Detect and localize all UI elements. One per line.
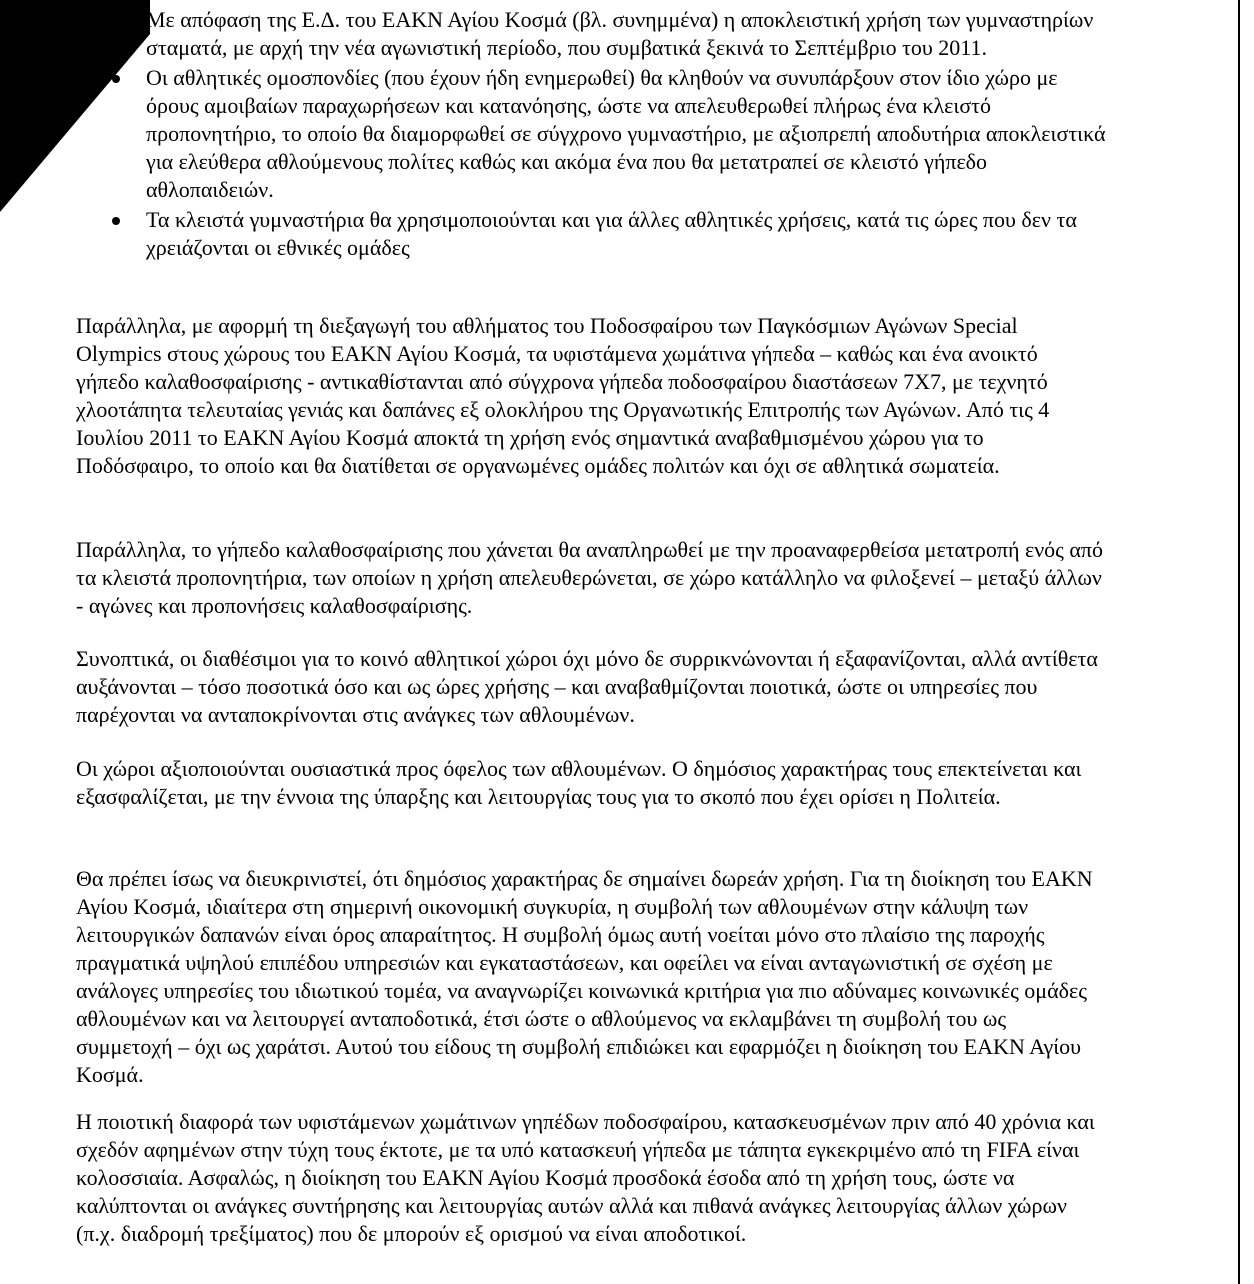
paragraph-summary: Συνοπτικά, οι διαθέσιμοι για το κοινό αθλητικοί χώροι όχι μόνο δε συρρικνώνονται ή εξαφανίζονται, αλλά αντίθετα αυξάνονται – τόσο ποσοτικά όσο και ως ώρες χρήσης – και αναβαθμίζονται ποιοτικά, ώστε οι υπηρεσίες που παρέχονται να ανταποκρίνονται στις ανάγκες των αθλουμένων. [76,646,1098,727]
list-item-text: Με απόφαση της Ε.Δ. του ΕΑΚΝ Αγίου Κοσμά (βλ. συνημμένα) η αποκλειστική χρήση των γυμναστηρίων σταματά, με αρχή την νέα αγωνιστική περίοδο, που συμβατικά ξεκινά το Σεπτέμβριο του 2011. [146,7,1094,60]
paragraph-fees: Θα πρέπει ίσως να διευκρινιστεί, ότι δημόσιος χαρακτήρας δε σημαίνει δωρεάν χρήση. Για τη διοίκηση του ΕΑΚΝ Αγίου Κοσμά, ιδιαίτερα στη σημερινή οικονομική συγκυρία, η συμβολή των αθλουμένων στην κάλυψη των λειτουργικών δαπανών είναι όρος απαραίτητος. Η συμβολή όμως αυτή νοείται μόνο στο πλαίσιο της παροχής πραγματικά υψηλού επιπέδου υπηρεσιών και εγκαταστάσεων, και οφείλει να είναι ανταγωνιστική σε σχέση με ανάλογες υπηρεσίες του ιδιωτικού τομέα, να αναγνωρίζει κοινωνικά κριτήρια για πιο αδύναμες κοινωνικές ομάδες αθλουμένων και να λειτουργεί ανταποδοτικά, έτσι ώστε ο αθλούμενος να εκλαμβάνει τη συμβολή του ως συμμετοχή – όχι ως χαράτσι. Αυτού του είδους τη συμβολή επιδιώκει και εφαρμόζει η διοίκηση του ΕΑΚΝ Αγίου Κοσμά. [76,866,1093,1087]
list-item [108,6,1108,62]
paragraph-public-character: Οι χώροι αξιοποιούνται ουσιαστικά προς όφελος των αθλουμένων. Ο δημόσιος χαρακτήρας τους επεκτείνεται και εξασφαλίζεται, με την έννοια της ύπαρξης και λειτουργίας τους για το σκοπό που έχει ορίσει η Πολιτεία. [76,756,1082,809]
list-item [108,206,1108,262]
bullet-icon [112,217,120,225]
paragraph-quality-difference: Η ποιοτική διαφορά των υφιστάμενων χωμάτινων γηπέδων ποδοσφαίρου, κατασκευσμένων πριν από 40 χρόνια και σχεδόν αφημένων στην τύχη τους έκτοτε, με τα υπό κατασκευή γήπεδα με τάπητα εγκεκριμένο από τη FIFA είναι κολοσσιαία. Ασφαλώς, η διοίκηση του ΕΑΚΝ Αγίου Κοσμά προσδοκά έσοδα από τη χρήση τους, ώστε να καλύπτονται οι ανάγκες συντήρησης και λειτουργίας αυτών αλλά και πιθανά ανάγκες λειτουργίας άλλων χώρων (π.χ. διαδρομή τρεξίματος) που δε μπορούν εξ ορισμού να είναι αποδοτικοί. [76,1109,1095,1246]
paragraph-basketball-court: Παράλληλα, το γήπεδο καλαθοσφαίρισης που χάνεται θα αναπληρωθεί με την προαναφερθείσα μετατροπή ενός από τα κλειστά προπονητήρια, των οποίων η χρήση απελευθερώνεται, σε χώρο κατάλληλο να φιλοξενεί – μεταξύ άλλων - αγώνες και προπονήσεις καλαθοσφαίρισης. [76,537,1104,618]
bullet-list [108,6,1108,264]
list-item-text: Οι αθλητικές ομοσπονδίες (που έχουν ήδη ενημερωθεί) θα κληθούν να συνυπάρξουν στον ίδιο χώρο με όρους αμοιβαίων παραχωρήσεων και κατανόησης, ώστε να απελευθερωθεί πλήρως ένα κλειστό προπονητήριο, το οποίο θα διαμορφωθεί σε σύγχρονο γυμναστήριο, με αξιοπρεπή αποδυτήρια αποκλειστικά για ελεύθερα αθλούμενους πολίτες καθώς και ακόμα ένα που θα μετατραπεί σε κλειστό γήπεδο αθλοπαιδειών. [146,65,1106,202]
paragraph-special-olympics: Παράλληλα, με αφορμή τη διεξαγωγή του αθλήματος του Ποδοσφαίρου των Παγκόσμιων Αγώνων Special Olympics στους χώρους του ΕΑΚΝ Αγίου Κοσμά, τα υφιστάμενα χωμάτινα γήπεδα – καθώς και ένα ανοικτό γήπεδο καλαθοσφαίρισης - αντικαθίστανται από σύγχρονα γήπεδα ποδοσφαίρου διαστάσεων 7Χ7, με τεχνητό χλοοτάπητα τελευταίας γενιάς και δαπάνες εξ ολοκλήρου της Οργανωτικής Επιτροπής των Αγώνων. Από τις 4 Ιουλίου 2011 το ΕΑΚΝ Αγίου Κοσμά αποκτά τη χρήση ενός σημαντικά αναβαθμισμένου χώρου για το Ποδόσφαιρο, το οποίο και θα διατίθεται σε οργανωμένες ομάδες πολιτών και όχι σε αθλητικά σωματεία. [76,313,1050,478]
bullet-icon [112,75,120,83]
scan-edge-line [1238,0,1240,1284]
list-item-text: Τα κλειστά γυμναστήρια θα χρησιμοποιούνται και για άλλες αθλητικές χρήσεις, κατά τις ώρες που δεν τα χρειάζονται οι εθνικές ομάδες [146,207,1077,260]
list-item [108,64,1108,204]
